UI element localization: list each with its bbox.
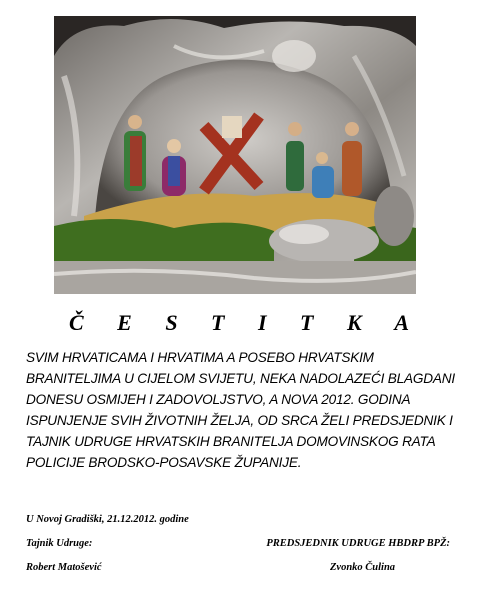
president-label: PREDSJEDNIK UDRUGE HBDRP BPŽ: bbox=[266, 538, 450, 549]
message-line: POLICIJE BRODSKO-POSAVSKE ŽUPANIJE. bbox=[26, 455, 302, 470]
secretary-name: Robert Matošević bbox=[26, 562, 102, 573]
message-line: SVIM HRVATICAMA I HRVATIMA A POSEBO HRVATSKIM bbox=[26, 350, 374, 365]
card-title: Č E S T I T K A bbox=[68, 310, 424, 335]
greeting-message bbox=[26, 347, 466, 473]
nativity-scene-photo bbox=[54, 16, 416, 294]
secretary-label: Tajnik Udruge: bbox=[26, 538, 93, 549]
message-line: TAJNIK UDRUGE HRVATSKIH BRANITELJA DOMOVINSKOG RATA bbox=[26, 434, 436, 449]
message-line: BRANITELJIMA U CIJELOM SVIJETU, NEKA NADOLAZEĆI BLAGDANI bbox=[26, 371, 455, 386]
place-date: U Novoj Gradiški, 21.12.2012. godine bbox=[26, 514, 189, 525]
message-line: ISPUNJENJE SVIH ŽIVOTNIH ŽELJA, OD SRCA ŽELI PREDSJEDNIK I bbox=[26, 413, 453, 428]
message-line: DONESU OSMIJEH I ZADOVOLJSTVO, A NOVA 2012. GODINA bbox=[26, 392, 411, 407]
president-name: Zvonko Čulina bbox=[330, 562, 396, 573]
